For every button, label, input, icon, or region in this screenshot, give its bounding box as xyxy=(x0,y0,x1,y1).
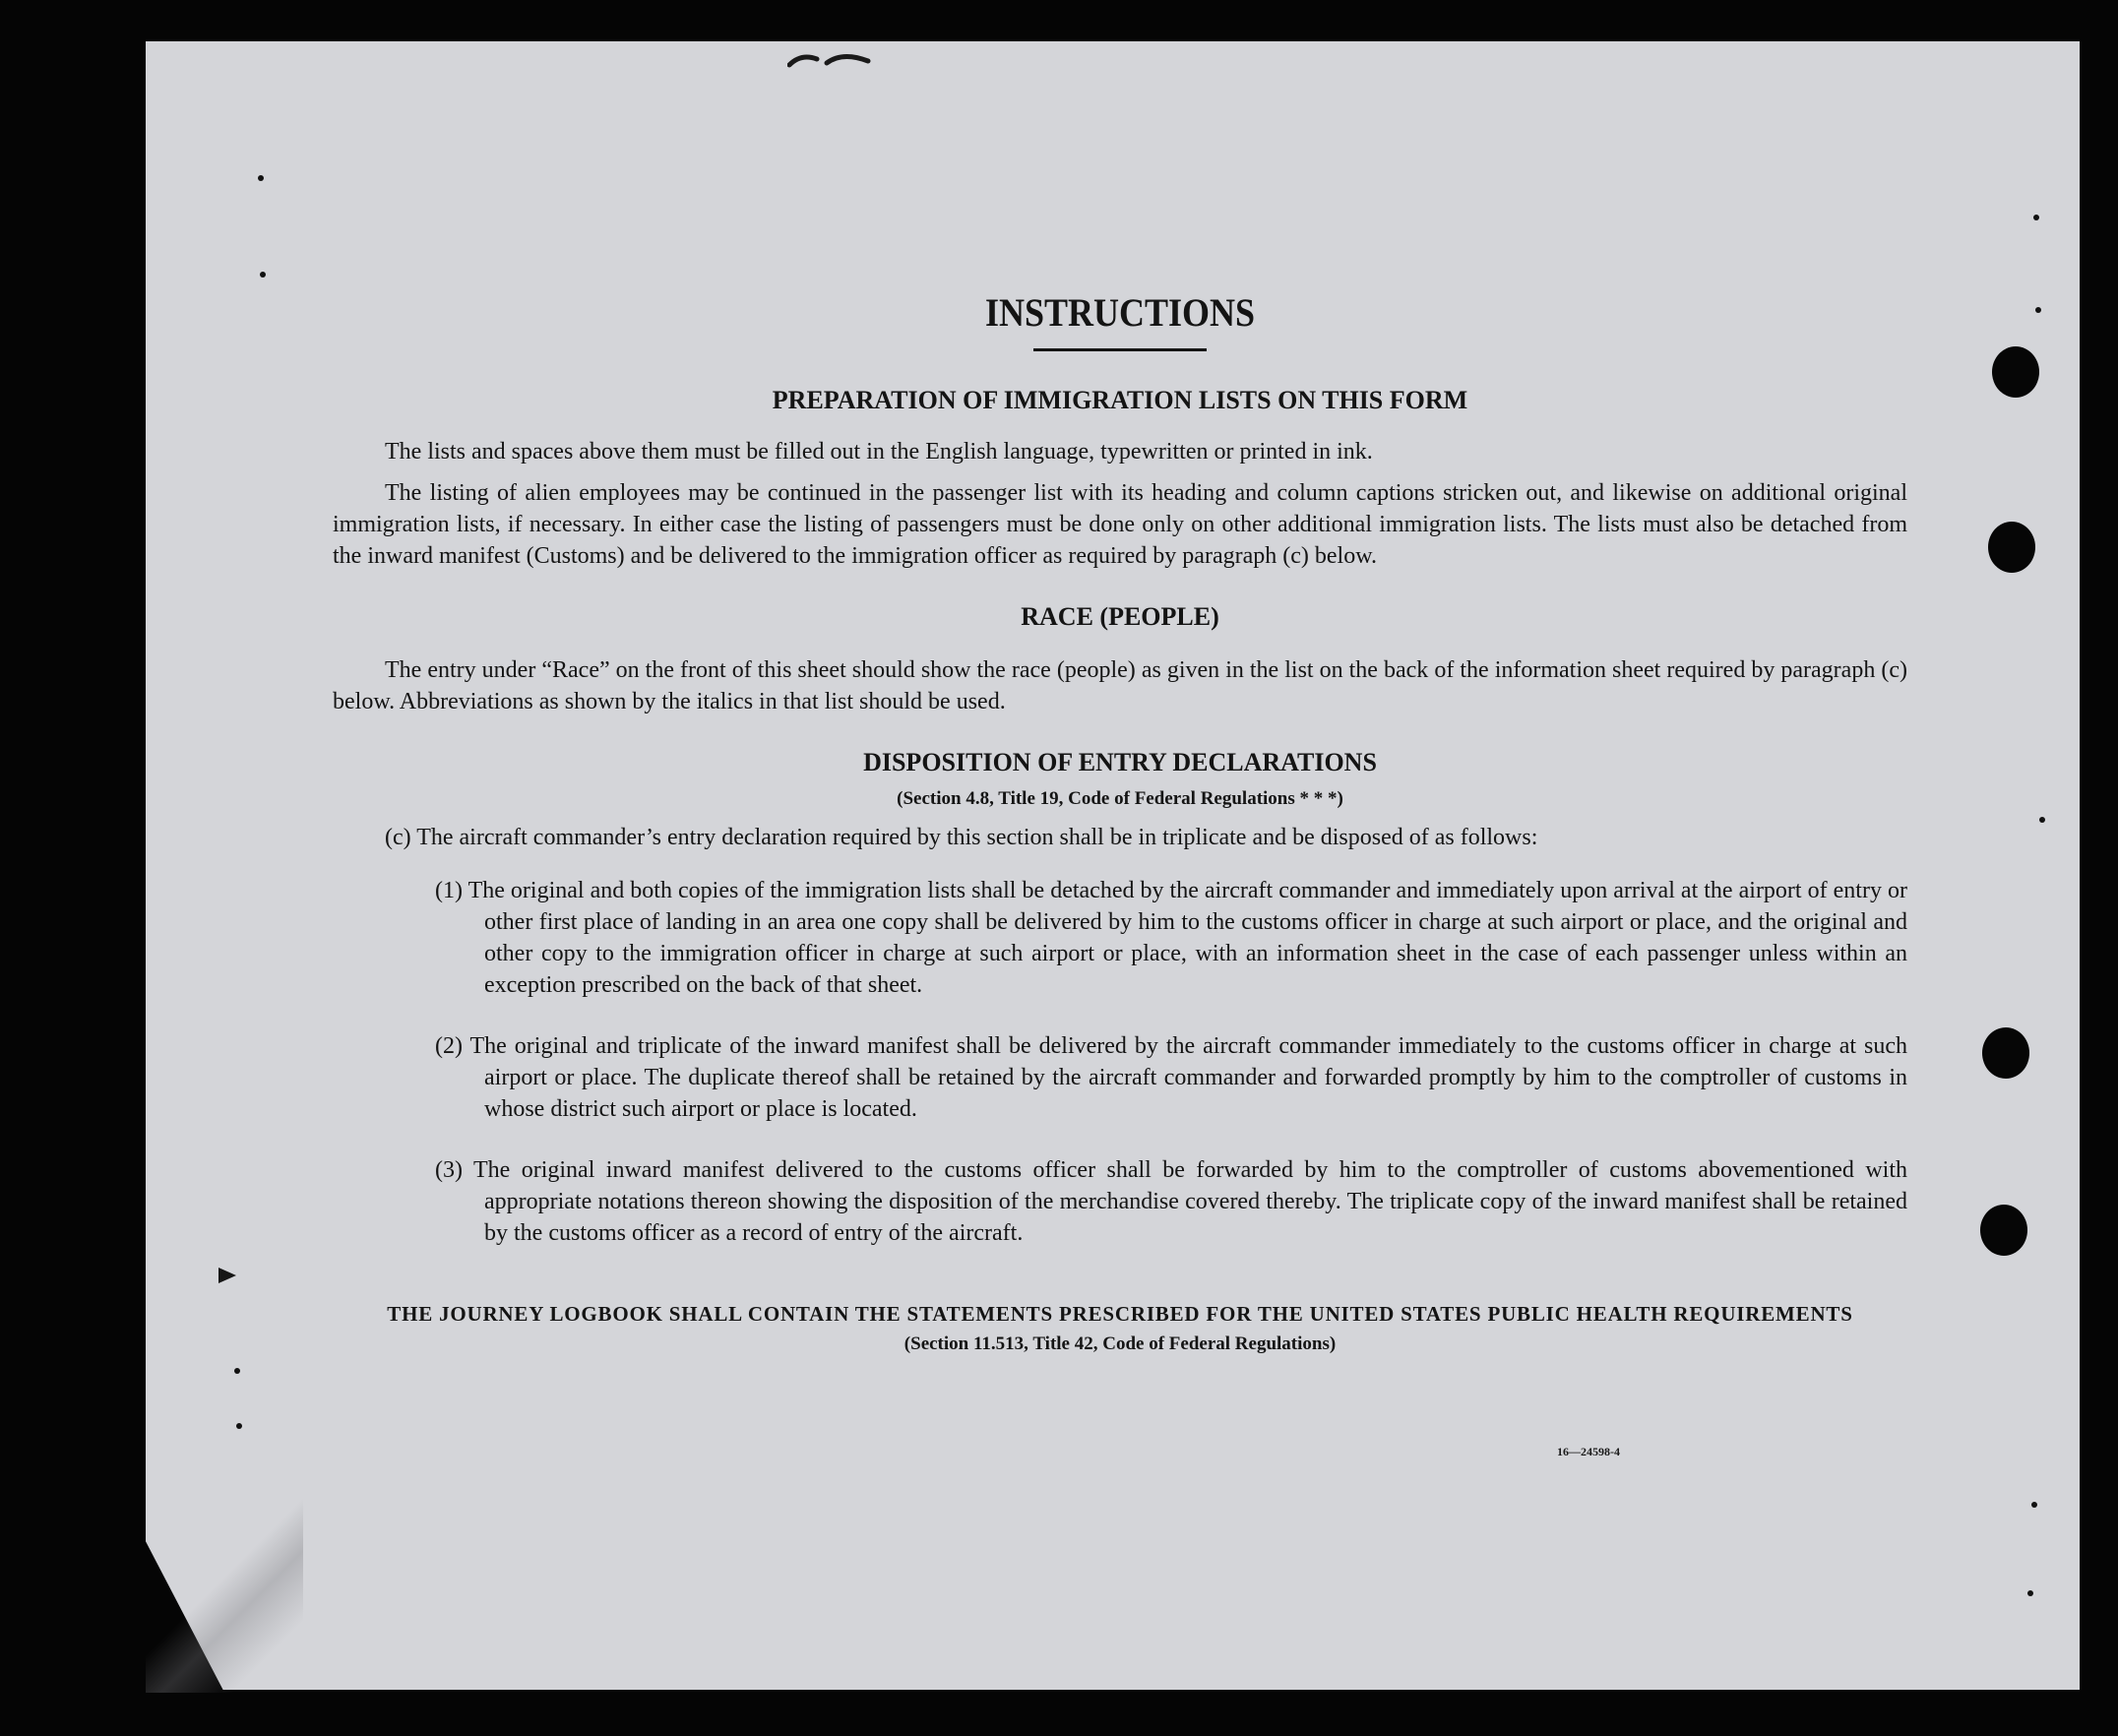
disposition-item-3: (3) The original inward manifest delivered to the customs officer shall be forwarded by him to the comptroller of customs abovementioned with appropriate notations thereon showing the disposition of the merchandise covered thereby. The triplicate copy of the inward manifest shall be retained by the customs officer as a record of entry of the aircraft. xyxy=(435,1157,1907,1246)
preparation-paragraph-1: The lists and spaces above them must be filled out in the English language, typewritten or printed in ink. xyxy=(385,439,1373,465)
instructions-body xyxy=(333,285,1907,1357)
form-number: 16—24598-4 xyxy=(1557,1445,1620,1458)
journey-logbook-statement: THE JOURNEY LOGBOOK SHALL CONTAIN THE STATEMENTS PRESCRIBED FOR THE UNITED STATES PUBLIC HEALTH REQUIREMENTS xyxy=(387,1302,1853,1326)
speck xyxy=(2035,307,2041,313)
punch-hole xyxy=(1982,1027,2029,1079)
speck xyxy=(2039,817,2045,823)
speck xyxy=(258,175,264,181)
punch-hole xyxy=(1988,522,2035,573)
staple-mark-icon xyxy=(787,51,876,69)
race-heading: RACE (PEOPLE) xyxy=(1021,602,1219,631)
page-title: INSTRUCTIONS xyxy=(984,290,1256,335)
speck xyxy=(2031,1502,2037,1508)
speck xyxy=(234,1368,240,1374)
title-underline xyxy=(1033,348,1207,351)
punch-hole xyxy=(1980,1205,2027,1256)
speck xyxy=(2033,215,2039,220)
preparation-paragraph-2: The listing of alien employees may be continued in the passenger list with its heading and column captions stricken out, and likewise on additional original immigration lists, if necessary. In either case the listing of passengers must be done only on other additional immigration lists. The lists must also be detached from the inward manifest (Customs) and be delivered to the immigration officer as required by paragraph (c) below. xyxy=(333,480,1907,569)
disposition-item-1: (1) The original and both copies of the immigration lists shall be detached by the aircraft commander and immediately upon arrival at the airport of entry or other first place of landing in an area one copy shall be delivered by him to the customs officer in charge at such airport or place, and the original and other copy to the immigration officer in charge at such airport or place, with an information sheet in the case of each passenger unless within an exception prescribed on the back of that sheet. xyxy=(435,878,1907,998)
arrow-mark-icon xyxy=(218,1268,236,1283)
race-paragraph: The entry under “Race” on the front of this sheet should show the race (people) as given in the list on the back of the information sheet required by paragraph (c) below. Abbreviations as shown by the italics in that list should be used. xyxy=(333,657,1907,714)
speck xyxy=(236,1423,242,1429)
journey-logbook-citation: (Section 11.513, Title 42, Code of Federal Regulations) xyxy=(903,1333,1337,1354)
disposition-heading: DISPOSITION OF ENTRY DECLARATIONS xyxy=(863,748,1377,776)
disposition-citation: (Section 4.8, Title 19, Code of Federal Regulations * * *) xyxy=(897,788,1343,809)
speck xyxy=(260,272,266,278)
disposition-intro: (c) The aircraft commander’s entry declaration required by this section shall be in triplicate and be disposed of as follows: xyxy=(385,825,1538,850)
disposition-item-2: (2) The original and triplicate of the inward manifest shall be delivered by the aircraft commander immediately to the customs officer in charge at such airport or place. The duplicate thereof shall be retained by the aircraft commander and forwarded promptly by him to the comptroller of customs in whose district such airport or place is located. xyxy=(435,1033,1907,1122)
preparation-heading: PREPARATION OF IMMIGRATION LISTS ON THIS FORM xyxy=(772,386,1468,414)
punch-hole xyxy=(1992,346,2039,398)
speck xyxy=(2027,1590,2033,1596)
